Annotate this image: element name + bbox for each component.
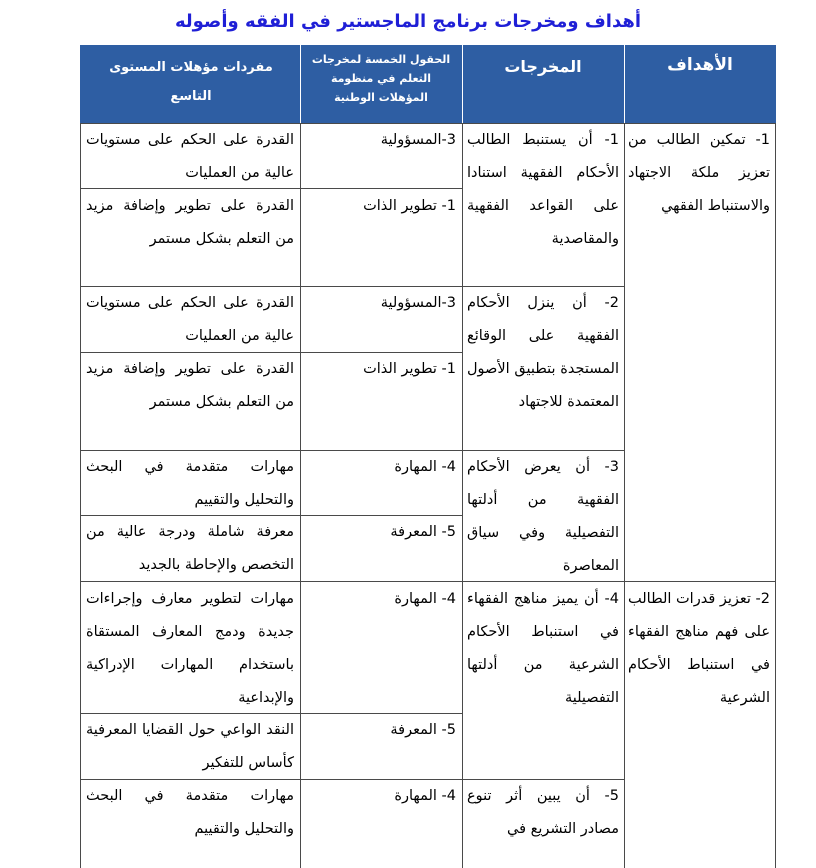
grid-line: [300, 123, 301, 868]
header-fields: الحقول الخمسة لمخرجات التعلم في منظومة المؤهلات الوطنية: [311, 53, 451, 104]
grid-line: [80, 123, 81, 868]
field-cell: 3-المسؤولية: [380, 295, 456, 311]
outcome-cell: 2- أن ينزل الأحكام الفقهية على الوقائع المستجدة بتطبيق الأصول المعتمدة للاجتهاد: [467, 295, 619, 410]
level9-item-cell: القدرة على الحكم على مستويات عالية من العمليات: [86, 295, 294, 344]
field-cell: 5- المعرفة: [390, 524, 456, 540]
field-cell: 4- المهارة: [394, 591, 456, 607]
field-cell: 1- تطوير الذات: [363, 198, 456, 214]
outcome-cell: 1- أن يستنبط الطالب الأحكام الفقهية استنادا على القواعد الفقهية والمقاصدية: [467, 132, 619, 247]
grid-line: [775, 123, 776, 868]
header-goals: الأهداف: [667, 55, 733, 75]
document-title: أهداف ومخرجات برنامج الماجستير في الفقه وأصوله: [174, 11, 642, 32]
header-level9: مفردات مؤهلات المستوى التاسع: [109, 60, 273, 104]
header-divider: [300, 45, 301, 123]
level9-item-cell: القدرة على تطوير وإضافة مزيد من التعلم بشكل مستمر: [86, 198, 294, 247]
field-cell: 3-المسؤولية: [380, 132, 456, 148]
outcome-cell: 3- أن يعرض الأحكام الفقهية من أدلتها التفصيلية وفي سياق المعاصرة: [467, 459, 619, 574]
field-cell: 4- المهارة: [394, 459, 456, 475]
field-cell: 4- المهارة: [394, 788, 456, 804]
level9-item-cell: القدرة على تطوير وإضافة مزيد من التعلم بشكل مستمر: [86, 361, 294, 410]
outcome-cell: 5- أن يبين أثر تنوع مصادر التشريع في: [467, 788, 619, 837]
level9-item-cell: مهارات لتطوير معارف وإجراءات جديدة ودمج المعارف المستقاة باستخدام المهارات الإدراكية والإبداعية: [86, 591, 294, 706]
level9-item-cell: النقد الواعي حول القضايا المعرفية كأساس للتفكير: [86, 722, 294, 771]
level9-item-cell: مهارات متقدمة في البحث والتحليل والتقييم: [86, 788, 294, 837]
field-cell: 5- المعرفة: [390, 722, 456, 738]
level9-item-cell: معرفة شاملة ودرجة عالية من التخصص والإحاطة بالجديد: [86, 524, 294, 573]
level9-item-cell: مهارات متقدمة في البحث والتحليل والتقييم: [86, 459, 294, 508]
goal-cell: 1- تمكين الطالب من تعزيز ملكة الاجتهاد والاستنباط الفقهي: [628, 132, 770, 214]
outcome-cell: 4- أن يميز مناهج الفقهاء في استنباط الأحكام الشرعية من أدلتها التفصيلية: [467, 591, 619, 706]
grid-line: [462, 123, 463, 868]
header-outcomes: المخرجات: [504, 57, 582, 76]
level9-item-cell: القدرة على الحكم على مستويات عالية من العمليات: [86, 132, 294, 181]
grid-line: [624, 123, 625, 868]
field-cell: 1- تطوير الذات: [363, 361, 456, 377]
goal-cell: 2- تعزيز قدرات الطالب على فهم مناهج الفقهاء في استنباط الأحكام الشرعية: [628, 591, 770, 706]
